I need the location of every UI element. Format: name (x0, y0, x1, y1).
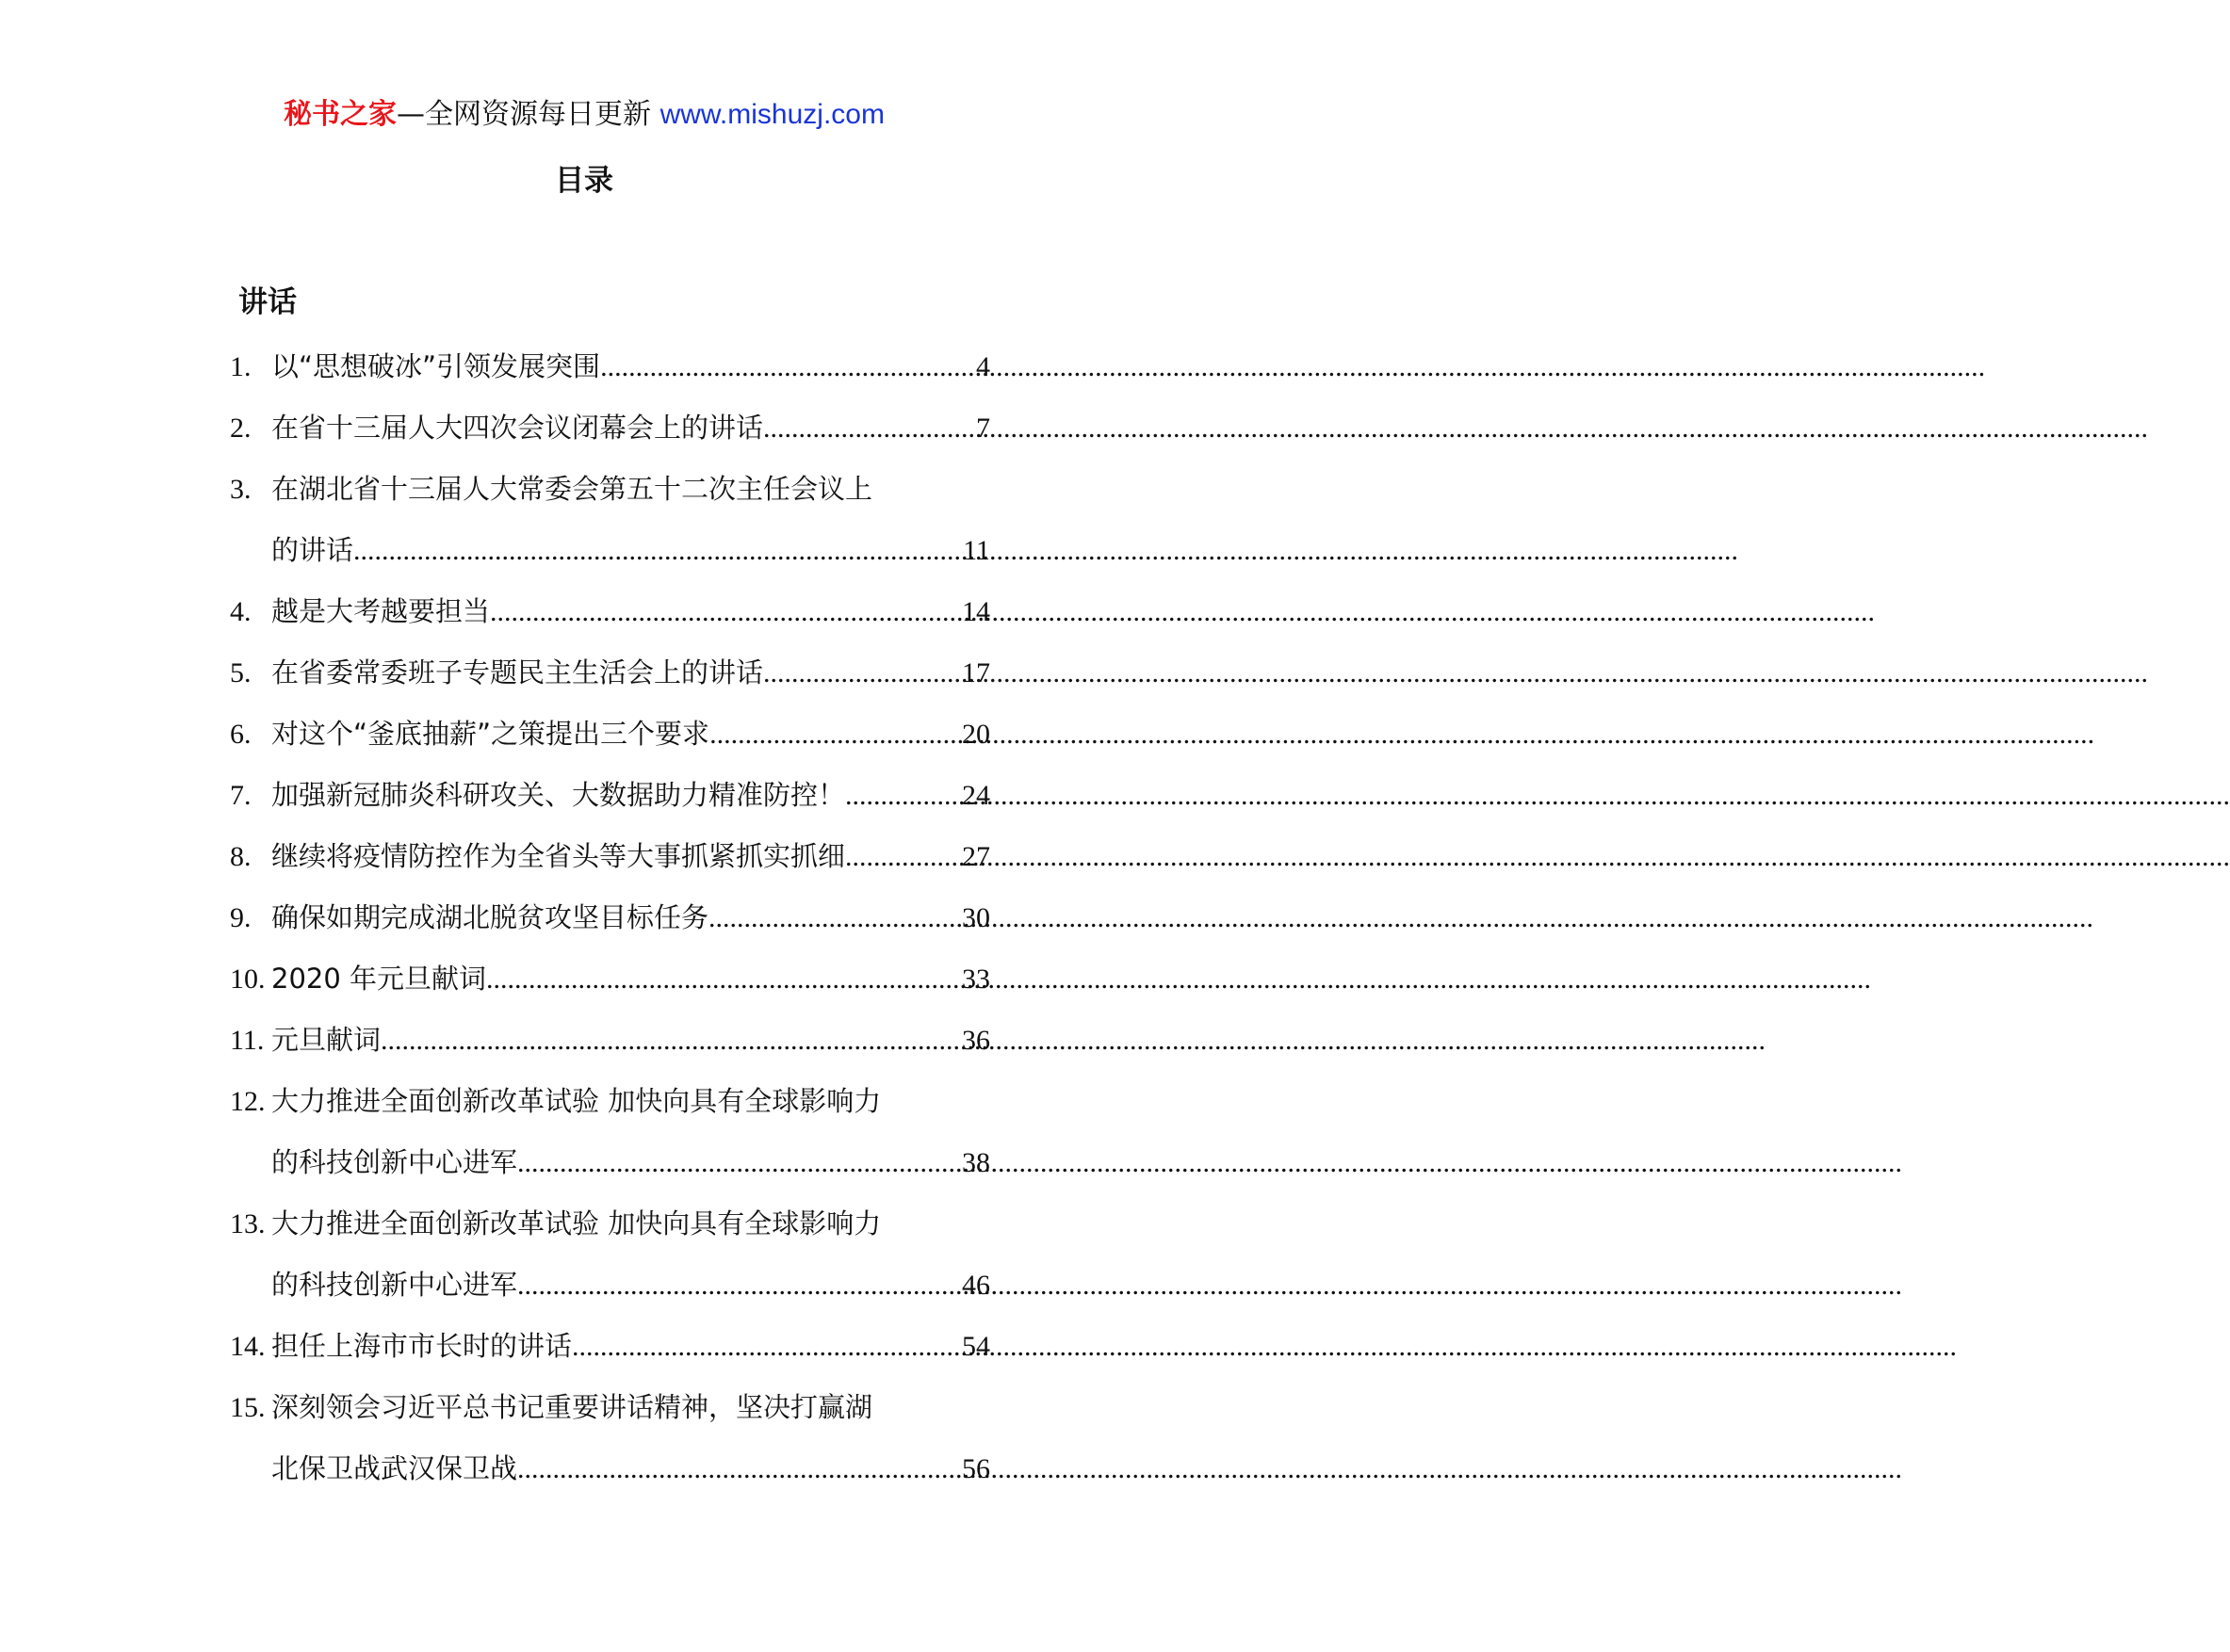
dot-leader (845, 826, 962, 887)
toc-entry-title-line1: 深刻领会习近平总书记重要讲话精神，坚决打赢湖 (271, 1391, 873, 1423)
toc-entry-title-line2: 的科技创新中心进军 (271, 1269, 518, 1301)
dot-leader (600, 336, 976, 397)
toc-entry-title: 对这个“釜底抽薪”之策提出三个要求 (271, 718, 710, 750)
toc-entry-number: 7. (230, 780, 252, 811)
toc-entry-title: 元旦献词 (271, 1024, 382, 1056)
toc-entry-page: 7 (976, 413, 990, 444)
dot-leader (353, 520, 963, 581)
toc-entry-page: 14 (962, 596, 990, 627)
dot-leader (486, 948, 962, 1010)
toc-entry-title-line2: 的讲话 (271, 534, 354, 566)
toc-entry-number: 2. (230, 413, 252, 444)
toc-entry-title: 越是大考越要担当 (271, 595, 491, 627)
toc-entry-title: 确保如期完成湖北脱贫攻坚目标任务 (271, 901, 709, 933)
toc-entry[interactable] (230, 1193, 990, 1316)
toc-entry[interactable] (230, 887, 990, 948)
toc-entry[interactable] (230, 459, 990, 581)
dot-leader (517, 1132, 962, 1193)
toc-entry-number: 11. (230, 1025, 265, 1056)
toc-entry-title: 担任上海市市长时的讲话 (271, 1330, 573, 1362)
toc-entry-number: 6. (230, 719, 252, 750)
dot-leader (845, 765, 962, 826)
toc-entry-title: 继续将疫情防控作为全省头等大事抓紧抓实抓细 (271, 840, 846, 872)
toc-entry[interactable] (230, 704, 990, 765)
site-header (0, 94, 1168, 136)
toc-entry-title-line1: 大力推进全面创新改革试验 加快向具有全球影响力 (271, 1207, 882, 1239)
toc-entry-title: 2020 年元旦献词 (271, 963, 487, 995)
toc-entry-title: 加强新冠肺炎科研攻关、大数据助力精准防控！ (271, 779, 846, 811)
toc-entry-number: 1. (230, 351, 252, 382)
toc-entry-title-line2: 的科技创新中心进军 (271, 1146, 518, 1178)
header-tagline: —全网资源每日更新 (397, 98, 660, 131)
toc-entry-page: 33 (962, 964, 990, 995)
toc-entry-title-line1: 在湖北省十三届人大常委会第五十二次主任会议上 (271, 473, 873, 505)
toc-entry-number: 15. (230, 1392, 266, 1423)
toc-entry-page: 38 (962, 1147, 990, 1178)
dot-leader (381, 1010, 962, 1071)
toc-entry-page: 4 (976, 351, 990, 382)
toc-entry-title: 以“思想破冰”引领发展突围 (271, 350, 601, 382)
toc-entry-number: 10. (230, 964, 266, 995)
brand-name: 秘书之家 (284, 98, 398, 131)
toc-entry-title: 在省十三届人大四次会议闭幕会上的讲话 (271, 412, 764, 444)
dot-leader (708, 887, 962, 948)
toc-entry-number: 8. (230, 841, 252, 872)
toc-entry-number: 9. (230, 902, 252, 933)
toc-entry-page: 11 (963, 535, 990, 566)
toc-entry[interactable] (230, 336, 990, 397)
toc-entry[interactable] (230, 642, 990, 704)
toc-entry[interactable] (230, 826, 990, 887)
toc-entry[interactable] (230, 765, 990, 826)
section-heading: 讲话 (238, 285, 297, 319)
table-of-contents (230, 336, 990, 1499)
toc-entry-page: 46 (962, 1270, 990, 1301)
dot-leader (517, 1255, 962, 1316)
toc-entry[interactable] (230, 1316, 990, 1377)
toc-entry-page: 36 (962, 1025, 990, 1056)
toc-entry[interactable] (230, 948, 990, 1010)
dot-leader (517, 1438, 962, 1499)
page-title: 目录 (555, 164, 613, 198)
toc-entry-page: 30 (962, 902, 990, 933)
toc-entry-number: 5. (230, 657, 252, 688)
toc-entry-page: 24 (962, 780, 990, 811)
toc-entry-title-line2: 北保卫战武汉保卫战 (271, 1452, 518, 1484)
toc-entry[interactable] (230, 397, 990, 459)
toc-entry-page: 54 (962, 1331, 990, 1362)
dot-leader (763, 642, 962, 704)
toc-entry-number: 14. (230, 1331, 266, 1362)
toc-entry-page: 27 (962, 841, 990, 872)
toc-entry[interactable] (230, 581, 990, 642)
dot-leader (709, 704, 962, 765)
dot-leader (572, 1316, 962, 1377)
dot-leader (763, 397, 976, 459)
toc-entry-page: 56 (962, 1453, 990, 1484)
toc-entry[interactable] (230, 1010, 990, 1071)
dot-leader (490, 581, 962, 642)
toc-entry[interactable] (230, 1071, 990, 1193)
toc-entry-title-line1: 大力推进全面创新改革试验 加快向具有全球影响力 (271, 1085, 882, 1117)
toc-entry-number: 4. (230, 596, 252, 627)
toc-entry-number: 13. (230, 1208, 266, 1239)
toc-entry-number: 3. (230, 474, 252, 505)
toc-entry-title: 在省委常委班子专题民主生活会上的讲话 (271, 656, 764, 688)
site-url-link[interactable]: www.mishuzj.com (659, 99, 885, 130)
toc-entry-page: 17 (962, 657, 990, 688)
toc-entry[interactable] (230, 1377, 990, 1499)
toc-entry-number: 12. (230, 1086, 266, 1117)
toc-entry-page: 20 (962, 719, 990, 750)
